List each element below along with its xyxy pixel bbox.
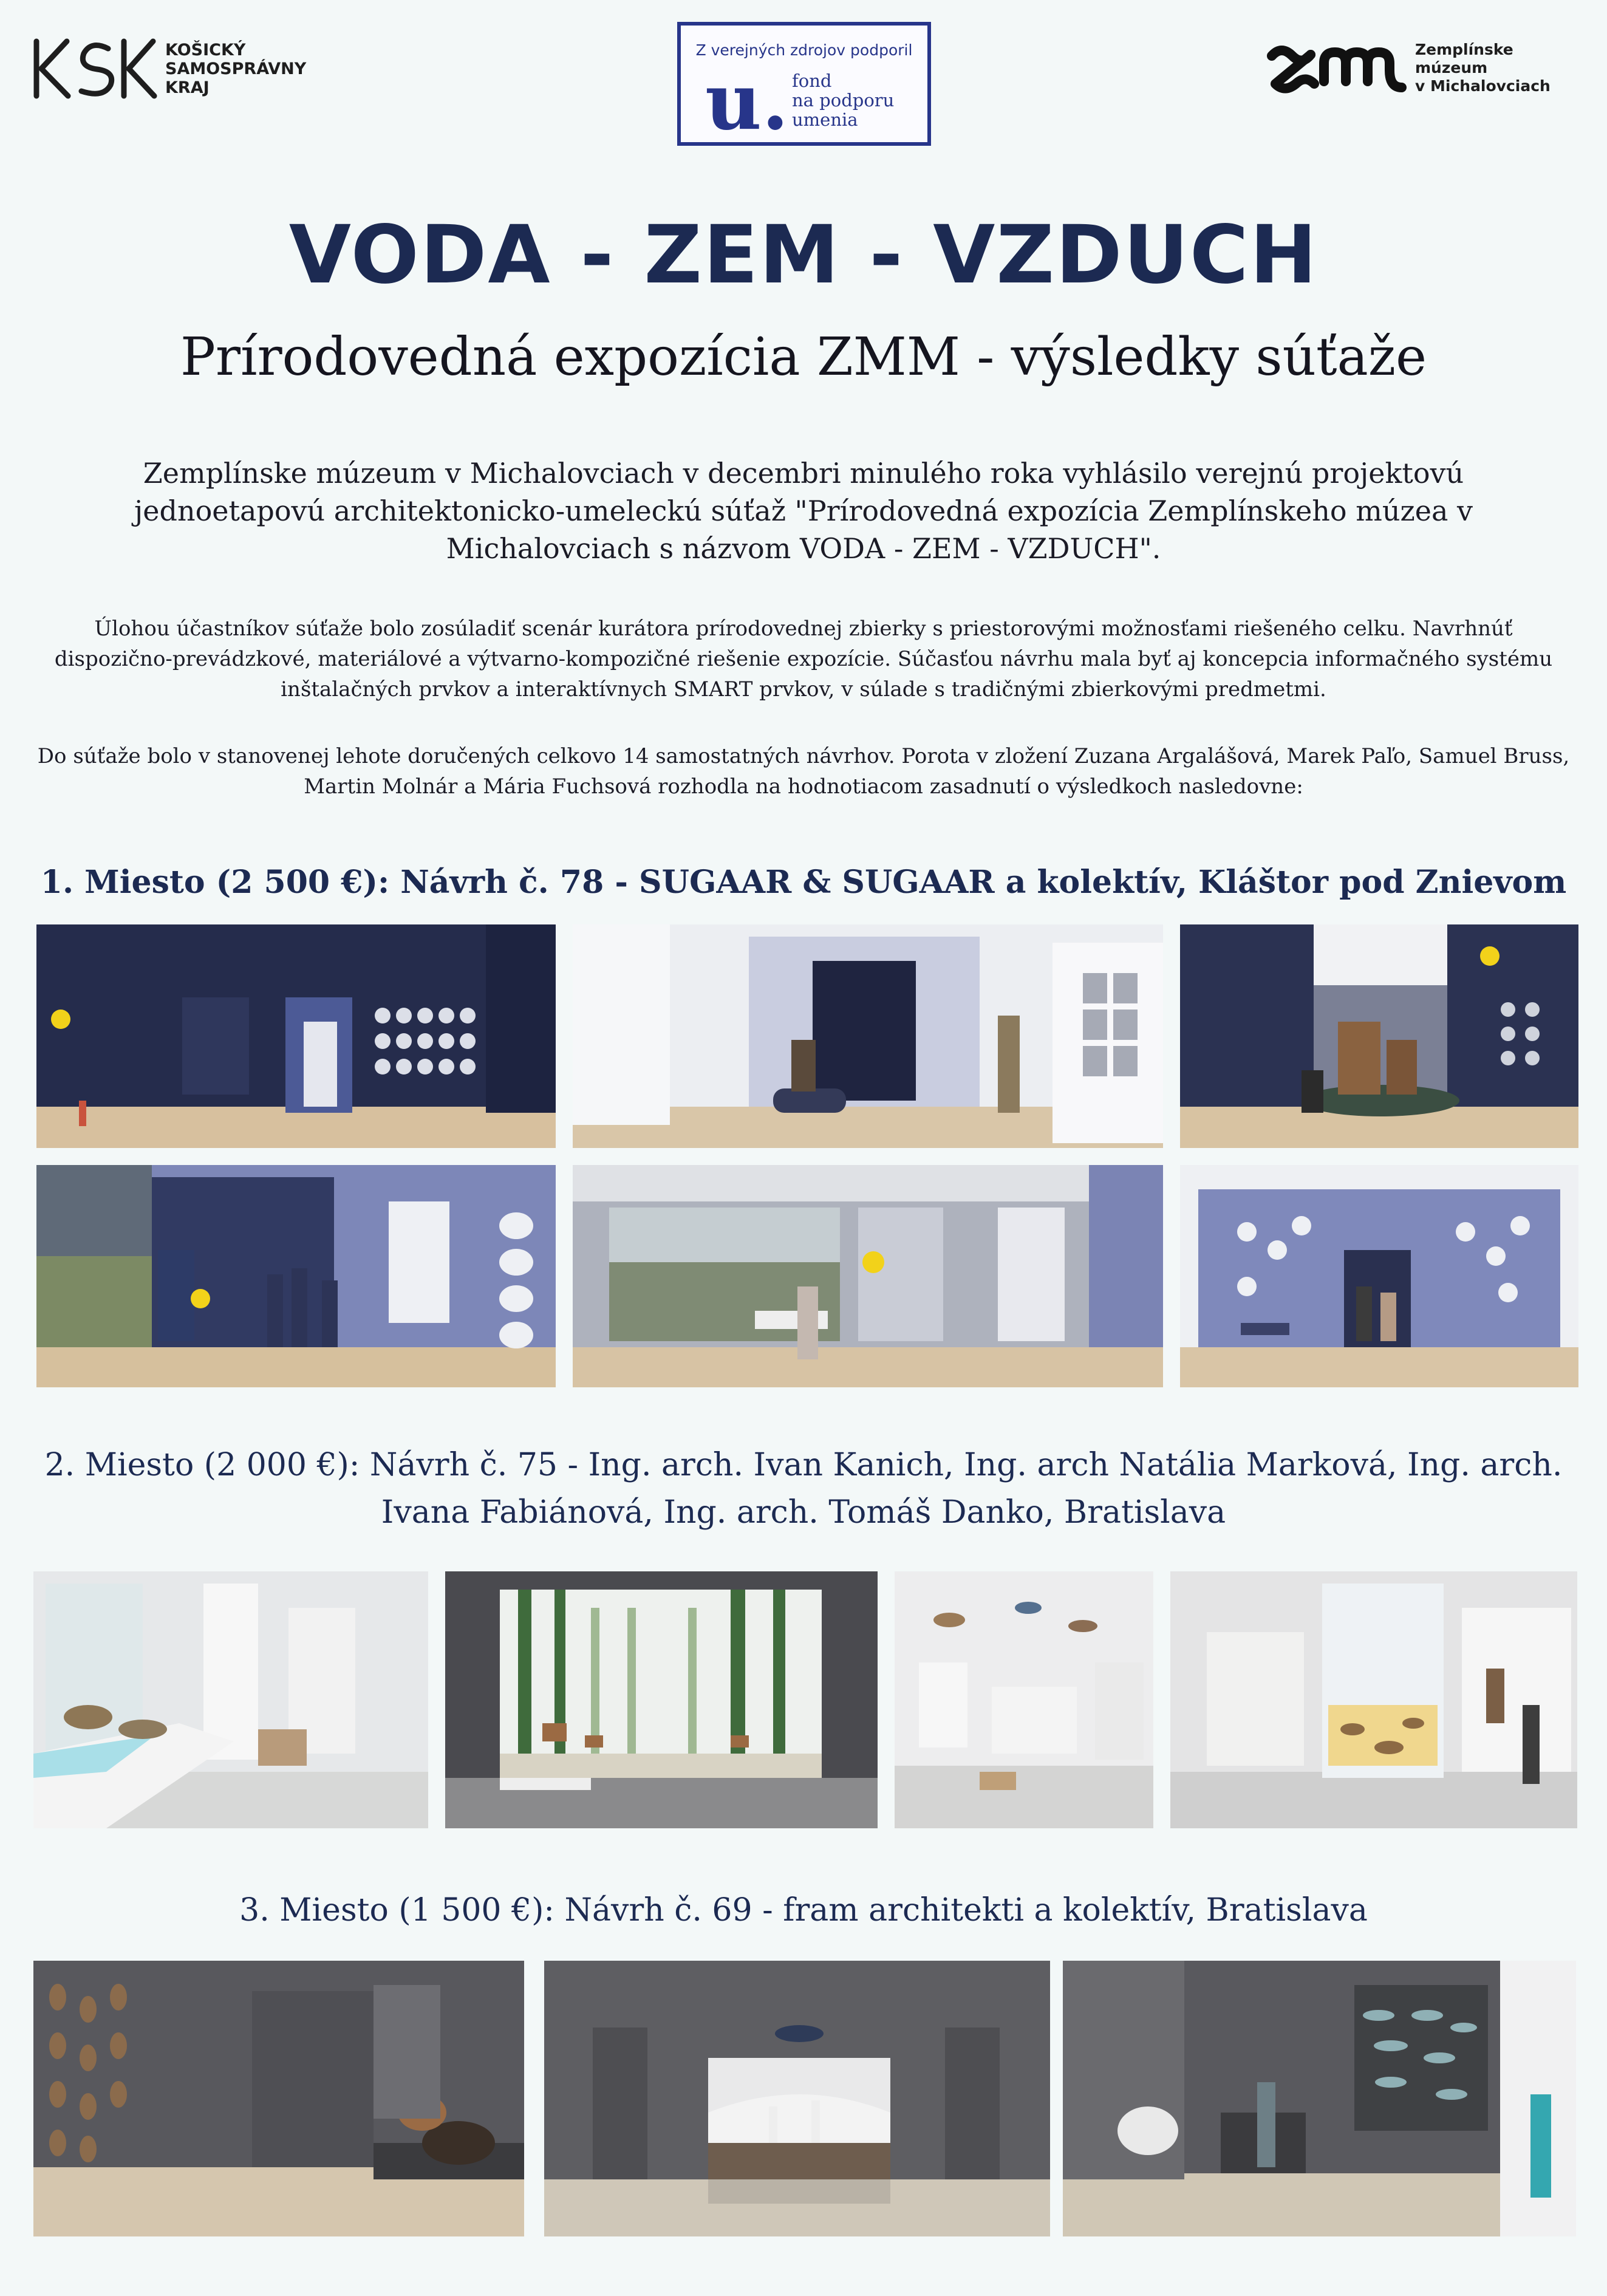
render-image-icon: [1063, 1961, 1576, 2236]
second-place-render-1: [33, 1571, 428, 1828]
page-subtitle: Prírodovedná expozícia ZMM - výsledky súťaže: [180, 327, 1427, 388]
render-image-icon: [33, 1961, 524, 2236]
third-place-render-2: [544, 1961, 1050, 2236]
first-place-render-4: [36, 1165, 556, 1387]
render-image-icon: [895, 1571, 1153, 1828]
ksk-logo: [30, 35, 322, 102]
render-image-icon: [1180, 1165, 1578, 1387]
zmm-logo: [1263, 32, 1579, 104]
fpu-caption: Z verejných zdrojov podporil: [695, 41, 913, 59]
render-image-icon: [36, 1165, 556, 1387]
fpu-letter: u.: [705, 56, 789, 148]
third-place-heading: 3. Miesto (1 500 €): Návrh č. 69 - fram architekti a kolektív, Bratislava: [239, 1892, 1368, 1929]
intro-paragraph: Zemplínske múzeum v Michalovciach v decembri minulého roka vyhlásilo verejnú projektovú jednoetapovú architektonicko-umeleckú súťaž "Prírodovedná expozícia Zemplínskeho múzea v Michalovciach s názvom VODA - ZEM - VZDUCH".: [134, 457, 1473, 565]
zmm-mark-icon: [1263, 32, 1409, 104]
render-image-icon: [544, 1961, 1050, 2236]
fpu-logo: [677, 22, 931, 146]
page-title: VODA - ZEM - VZDUCH: [288, 208, 1319, 302]
second-place-heading: 2. Miesto (2 000 €): Návrh č. 75 - Ing. arch. Ivan Kanich, Ing. arch Natália Marková, Ing. arch. Ivana Fabiánová, Ing. arch. Tomáš Danko, Bratislava: [44, 1447, 1563, 1531]
render-image-icon: [573, 1165, 1163, 1387]
second-place-render-4: [1170, 1571, 1577, 1828]
jury-paragraph: Do súťaže bolo v stanovenej lehote doručených celkovo 14 samostatných návrhov. Porota v zložení Zuzana Argalášová, Marek Paľo, Samuel Bruss, Martin Molnár a Mária Fuchsová rozhodla na hodnotiacom zasadnutí o výsledkoch nasledovne:: [37, 744, 1570, 799]
render-image-icon: [445, 1571, 878, 1828]
ksk-name: KOŠICKÝ SAMOSPRÁVNY KRAJ: [165, 40, 307, 97]
task-paragraph: Úlohou účastníkov súťaže bolo zosúladiť scenár kurátora prírodovednej zbierky s priestorovými možnosťami riešeného celku. Navrhnúť dispozično-prevádzkové, materiálové a výtvarno-kompozičné riešenie expozície. Súčasťou návrhu mala byť aj koncepcia informačného systému inštalačných prvkov a interaktívnych SMART prvkov, v súlade s tradičnými zbierkovými predmetmi.: [54, 617, 1553, 702]
render-image-icon: [36, 924, 556, 1148]
first-place-render-6: [1180, 1165, 1578, 1387]
first-place-render-1: [36, 924, 556, 1148]
zmm-name: Zemplínske múzeum v Michalovciach: [1415, 41, 1551, 95]
fpu-name: fond na podporu umenia: [792, 70, 895, 130]
first-place-render-2: [573, 924, 1163, 1148]
render-image-icon: [33, 1571, 428, 1828]
third-place-render-3: [1063, 1961, 1576, 2236]
first-place-render-5: [573, 1165, 1163, 1387]
render-image-icon: [573, 924, 1163, 1148]
render-image-icon: [1180, 924, 1578, 1148]
third-place-render-1: [33, 1961, 524, 2236]
second-place-render-3: [895, 1571, 1153, 1828]
render-image-icon: [1170, 1571, 1577, 1828]
first-place-heading: 1. Miesto (2 500 €): Návrh č. 78 - SUGAAR & SUGAAR a kolektív, Kláštor pod Znievom: [40, 864, 1567, 901]
first-place-render-3: [1180, 924, 1578, 1148]
ksk-mark-icon: [30, 35, 158, 102]
second-place-render-2: [445, 1571, 878, 1828]
